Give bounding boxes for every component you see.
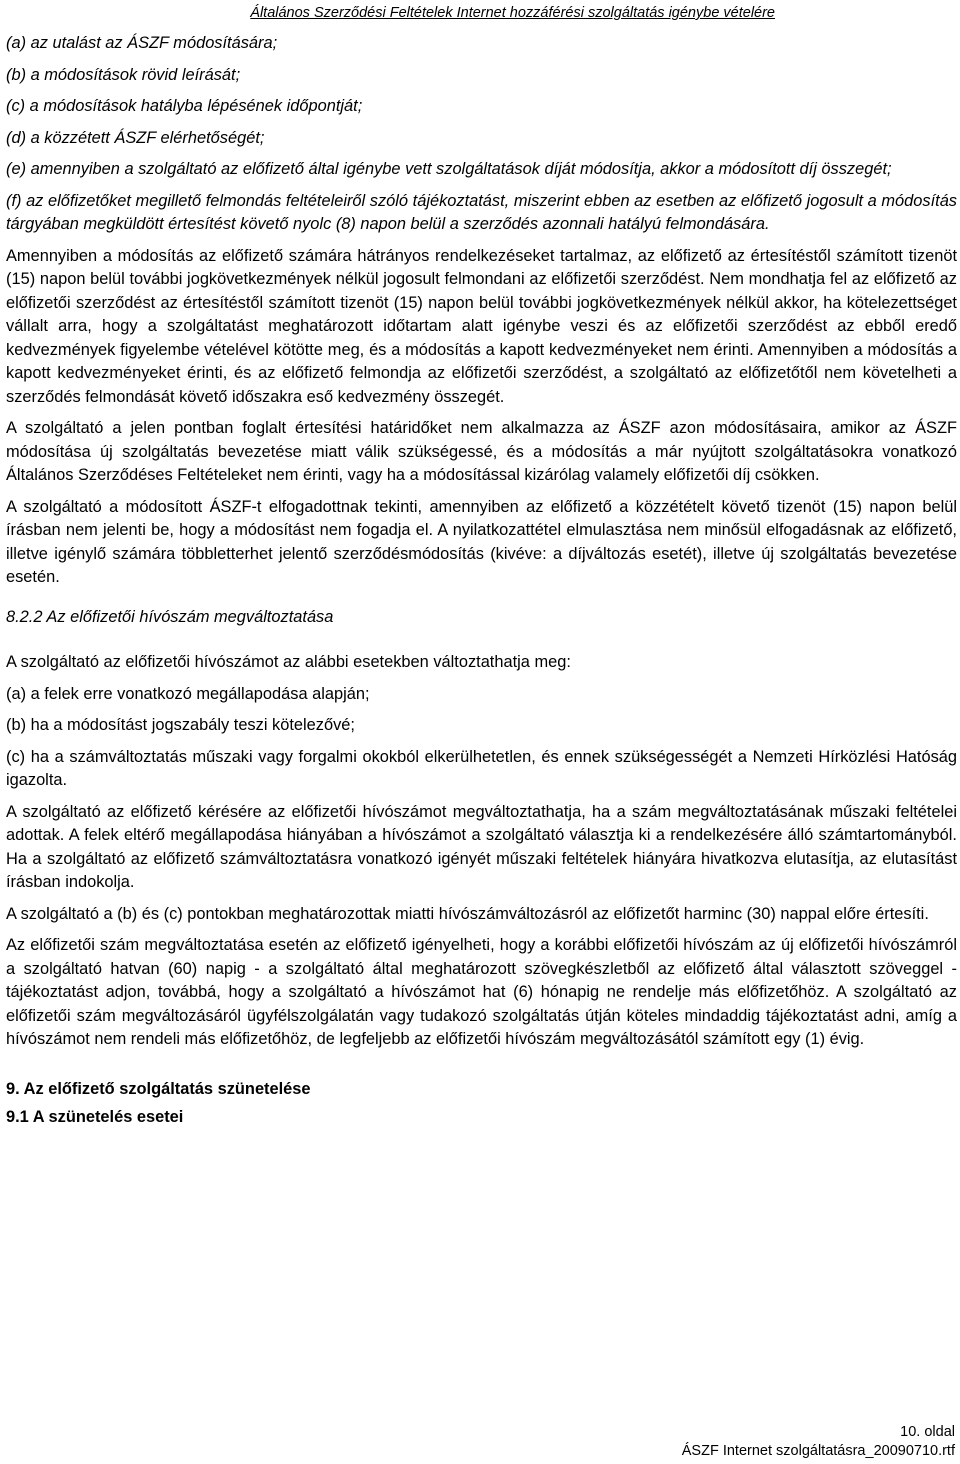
paragraph: A szolgáltató a módosított ÁSZF-t elfogadottnak tekinti, amennyiben az előfizető a közzétételt követő tizenöt (15) napon belül írásban nem jelenti be, hogy a módosítást nem fogadja el. A nyilatkozattétel elmulasztása nem minősül elfogadásnak az előfizető, illetve igénylő számára többletterhet jelentő szerződésmódosítás (kivéve: a díjváltozás esetét), illetve új szolgáltatás bevezetése esetén. — [6, 497, 957, 586]
paragraph: Amennyiben a módosítás az előfizető számára hátrányos rendelkezéseket tartalmaz, az előfizető az értesítéstől számított tizenöt (15) napon belül további jogkövetkezmények nélkül jogosult felmondani az előfizetői szerződést. Nem mondhatja fel az előfizető az előfizetői szerződést az értesítéstől számított tizenöt (15) napon belül további jogkövetkezmények nélkül akkor, ha kötelezettséget vállalt arra, hogy a szolgáltatást meghatározott időtartam alatt igénybe veszi és az előfizetői szerződést az ebből eredő kedvezmények figyelembe vételével kötötte meg, és a módosítás a kapott kedvezményeket nem érinti. Amennyiben a módosítás a kapott kedvezményeket érinti, és az előfizető felmondja az előfizetői szerződést, a szolgáltató az előfizetőtől nem követelheti a szerződés felmondását követő időszakra eső kedvezmény összegét. — [6, 246, 957, 406]
list-item: (c) ha a számváltoztatás műszaki vagy forgalmi okokból elkerülhetetlen, és ennek szükségességét a Nemzeti Hírközlési Hatóság igazolta. — [6, 747, 957, 789]
list-item: (d) a közzétett ÁSZF elérhetőségét; — [6, 128, 265, 147]
paragraph: Az előfizetői szám megváltoztatása esetén az előfizető igényelheti, hogy a korábbi előfizetői hívószám az új előfizetői hívószámról a szolgáltató hatvan (60) napig - a szolgáltató által meghatározott szövegkészletből az előfizető által választott szöveggel - tájékoztatást adjon, továbbá, hogy a szolgáltató a hívószámot hat (6) hónapig ne rendelje más előfizetőhöz. A szolgáltató az előfizetői szám megváltozásáról ügyfélszolgálatán vagy tudakozó szolgáltatás útján köteles mindaddig tájékoztatást adni, amíg a hívószámot nem rendeli más előfizetőhöz, de legfeljebb az előfizetői hívószám megváltozásától számított egy (1) évig. — [6, 936, 957, 1048]
list-item: (f) az előfizetőket megillető felmondás feltételeiről szóló tájékoztatást, miszerint ebben az esetben az előfizető jogosult a módosítás tárgyában megküldött értesítést követő nyolc (8) napon belül a szerződés azonnali hatályú felmondására. — [6, 191, 957, 233]
section-subheading-91: 9.1 A szünetelés esetei — [6, 1108, 184, 1126]
list-item: (e) amennyiben a szolgáltató az előfizető által igénybe vett szolgáltatások díját módosítja, akkor a módosított díj összegét; — [6, 160, 892, 178]
intro-list — [6, 32, 957, 237]
document-body — [6, 32, 957, 1135]
file-name: ÁSZF Internet szolgáltatásra_20090710.rtf — [681, 1443, 955, 1459]
paragraph: A szolgáltató a (b) és (c) pontokban meghatározottak miatti hívószámváltozásról az előfizetőt harminc (30) nappal előre értesíti. — [6, 904, 929, 923]
list-item: (b) ha a módosítást jogszabály teszi kötelezővé; — [6, 716, 355, 734]
list-item: (b) a módosítások rövid leírását; — [6, 65, 241, 84]
paragraph: A szolgáltató az előfizető kérésére az előfizetői hívószámot megváltoztathatja, ha a szám megváltoztatásának műszaki feltételei adottak. A felek eltérő megállapodása hiányában a hívószámot a szolgáltató választja ki a rendelkezésére álló számtartományból. Ha a szolgáltató az előfizető számváltoztatásra vonatkozó igényét műszaki feltételek hiányára hivatkozva elutasítja, az elutasítást írásban indokolja. — [6, 802, 957, 891]
section-heading-9: 9. Az előfizető szolgáltatás szünetelése — [6, 1079, 311, 1098]
section-heading-822: 8.2.2 Az előfizetői hívószám megváltoztatása — [6, 607, 334, 626]
list-item: (c) a módosítások hatályba lépésének időpontját; — [6, 97, 363, 115]
list-item: (a) a felek erre vonatkozó megállapodása alapján; — [6, 684, 370, 703]
document-header: Általános Szerződési Feltételek Internet hozzáférési szolgáltatás igénybe vételére — [250, 5, 775, 21]
paragraph: A szolgáltató a jelen pontban foglalt értesítési határidőket nem alkalmazza az ÁSZF azon módosításaira, amikor az ÁSZF módosítása új szolgáltatás bevezetése miatt válik szükségessé, és a módosítás a már nyújtott szolgáltatásokra vonatkozó Általános Szerződéses Feltételeket nem érinti, vagy ha a módosítással kizárólag valamely előfizetői díj csökken. — [6, 419, 957, 484]
page-footer — [682, 1423, 955, 1461]
list-item: (a) az utalást az ÁSZF módosítására; — [6, 34, 278, 52]
page-number: 10. oldal — [900, 1424, 955, 1440]
paragraph: A szolgáltató az előfizetői hívószámot az alábbi esetekben változtathatja meg: — [6, 653, 571, 671]
